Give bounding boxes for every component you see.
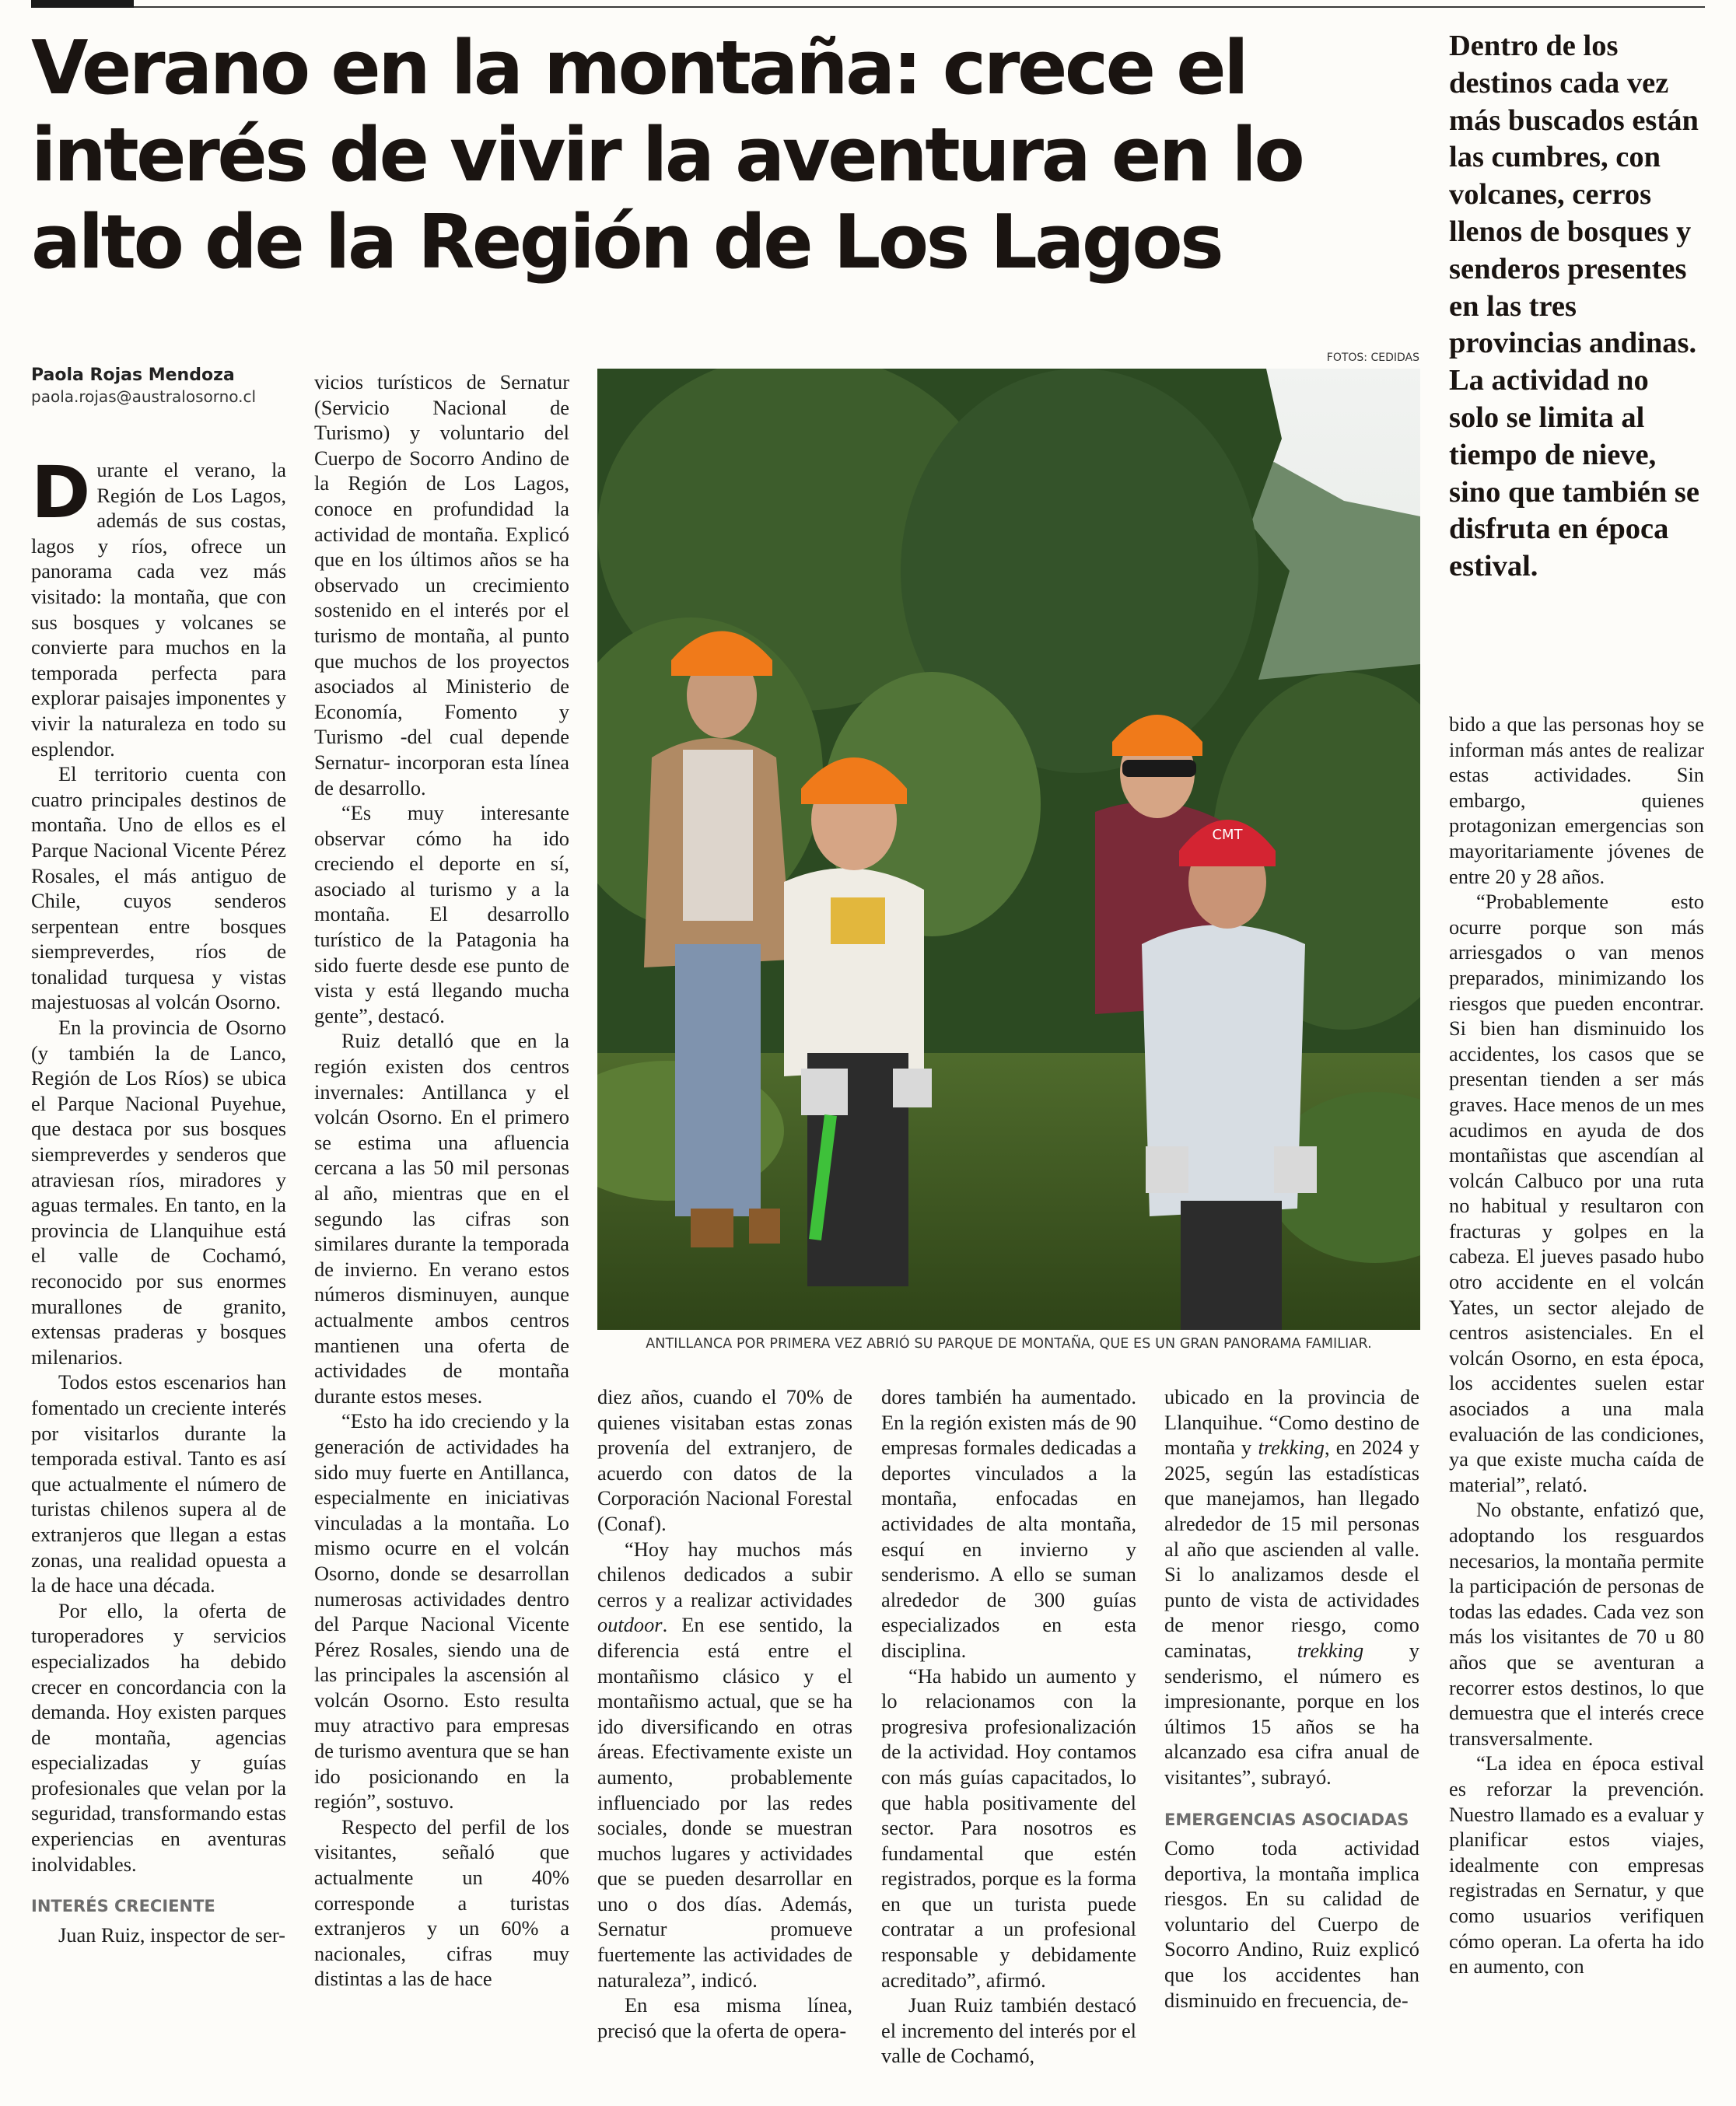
article-photo	[597, 369, 1420, 1330]
article-column-1	[31, 457, 286, 2087]
paragraph: ubicado en la provincia de Llanquihue. “Como destino de montaña y trekking, en 2024 y 2025, según las estadísticas que manejamos, han llegado alrededor de 15 mil personas al año que ascienden al valle. Si lo analizamos desde el punto de vista de actividades de menor riesgo, como caminatas, trekking y senderismo, el número es impresionante, porque en los últimos 15 años se ha alcanzado esa cifra anual de visitantes”, subrayó.	[1164, 1385, 1419, 1789]
byline	[31, 366, 303, 406]
paragraph: En esa misma línea, precisó que la oferta de opera-	[597, 1993, 852, 2042]
paragraph: dores también ha aumentado. En la región existen más de 90 empresas formales dedicadas a deportes vinculados a la montaña, enfocadas en actividades de alta montaña, esquí en invierno y senderismo. A ello se suman alrededor de 300 guías especializados en esta disciplina.	[881, 1385, 1136, 1662]
family-hikers-photo	[597, 369, 1420, 1330]
paragraph: “Probablemente esto ocurre porque son más arriesgados o van menos preparados, minimizando los riesgos que pueden encontrar. Si bien han disminuido los accidentes, los casos que se presentan tienden a ser más graves. Hace menos de un mes acudimos en ayuda de dos montañistas que ascendían al volcán Calbuco por una ruta no habitual y resultaron con fracturas y golpes en la cabeza. El jueves pasado hubo otro accidente en el volcán Yates, un sector alejado de centros asistenciales. En el volcán Osorno, en esta época, los accidentes suelen estar asociados a una mala evaluación de las condiciones, ya que existe mucha caída de material”, relató.	[1449, 890, 1704, 1496]
author-name: Paola Rojas Mendoza	[31, 366, 235, 385]
article-column-4	[881, 1384, 1136, 2088]
paragraph: Por ello, la oferta de turoperadores y servicios especializados ha debido crecer en concordancia con la demanda. Hoy existen parques de montaña, agencias especializadas y guías profesionales que velan por la seguridad, transformando estas experiencias en aventuras inolvidables.	[31, 1598, 286, 1876]
paragraph: Juan Ruiz, inspector de ser-	[58, 1922, 285, 1947]
paragraph: “Hoy hay muchos más chilenos dedicados a subir cerros y a realizar actividades outdoor. En ese sentido, la diferencia está entre el montañismo clásico y el montañismo actual, que se ha ido diversificando en otras áreas. Efectivamente existe un aumento, probablemente influenciado por las redes sociales, donde se muestran muchos lugares y actividades que se pueden desarrollar en uno o dos días. Además, Sernatur promueve fuertemente las actividades de naturaleza”, indicó.	[597, 1537, 852, 1992]
paragraph: “Ha habido un aumento y lo relacionamos con la progresiva profesionalización de la actividad. Hoy contamos con más guías capacitados, lo que habla positivamente del sector. Para nosotros es fundamental que estén registrados, porque es la forma en que un turista puede contratar a un profesional responsable y debidamente acreditado”, afirmó.	[881, 1663, 1136, 1992]
paragraph: vicios turísticos de Sernatur (Servicio Nacional de Turismo) y voluntario del Cuerpo de Socorro Andino de la Región de Los Lagos, conoce en profundidad la actividad de montaña. Explicó que en los últimos años se ha observado un crecimiento sostenido en el interés por el turismo de montaña, al punto que muchos de los proyectos asociados al Ministerio de Economía, Fomento y Turismo -del cual depende Sernatur- incorporan esta línea de desarrollo.	[314, 370, 569, 799]
headline: Verano en la montaña: crece el interés de vivir la aventura en lo alto de la Región de Los Lagos	[31, 26, 1303, 285]
paragraph: bido a que las personas hoy se informan más antes de realizar estas actividades. Sin embargo, quienes protagonizan emergencias son mayoritariamente jóvenes de entre 20 y 28 años.	[1449, 712, 1704, 888]
drop-cap: D	[31, 457, 91, 534]
subhead-interes-creciente: INTERÉS CRECIENTE	[31, 1897, 215, 1916]
article-column-3	[597, 1384, 852, 2088]
photo-caption: ANTILLANCA POR PRIMERA VEZ ABRIÓ SU PARQUE DE MONTAÑA, QUE ES UN GRAN PANORAMA FAMILIAR.	[646, 1336, 1372, 1352]
subhead-emergencias-asociadas: EMERGENCIAS ASOCIADAS	[1164, 1810, 1409, 1829]
paragraph: Respecto del perfil de los visitantes, señaló que actualmente un 40% corresponde a turistas extranjeros y un 60% a nacionales, cifras muy distintas a las de hace	[314, 1814, 569, 1991]
deck-summary: Dentro de los destinos cada vez más buscados están las cumbres, con volcanes, cerros llenos de bosques y senderos presentes en las tres provincias andinas. La actividad no solo se limita al tiempo de nieve, sino que también se disfruta en época estival.	[1449, 30, 1699, 583]
paragraph: Todos estos escenarios han fomentado un creciente interés por visitarlos durante la temporada estival. Tanto es así que actualmente el número de turistas chilenos supera al de extranjeros que llegan a estas zonas, una realidad opuesta a la de hace una década.	[31, 1370, 286, 1597]
paragraph: Como toda actividad deportiva, la montaña implica riesgos. En su calidad de voluntario del Cuerpo de Socorro Andino, Ruiz explicó que los accidentes han disminuido en frecuencia, de-	[1164, 1836, 1419, 2012]
article-column-5	[1164, 1384, 1419, 2088]
paragraph: No obstante, enfatizó que, adoptando los resguardos necesarios, la montaña permite la participación de personas de todas las edades. Cada vez son más los visitantes de 70 u 80 años que se aventuran a recorrer estos destinos, lo que demuestra que el interés crece transversalmente.	[1449, 1498, 1704, 1750]
photo-credit: FOTOS: CEDIDAS	[1326, 352, 1419, 364]
paragraph: El territorio cuenta con cuatro principales destinos de montaña. Uno de ellos es el Parque Nacional Vicente Pérez Rosales, el más antiguo de Chile, cuyos senderos serpentean entre bosques siempreverdes, ríos de tonalidad turquesa y vistas majestuosas al volcán Osorno.	[31, 762, 286, 1014]
article-column-2	[314, 369, 569, 2088]
paragraph: diez años, cuando el 70% de quienes visitaban estas zonas provenía del extranjero, de acuerdo con datos de la Corporación Nacional Forestal (Conaf).	[597, 1385, 852, 1535]
top-rule	[31, 6, 1705, 8]
author-email[interactable]: paola.rojas@australosorno.cl	[31, 387, 257, 406]
paragraph: Juan Ruiz también destacó el incremento del interés por el valle de Cochamó,	[881, 1993, 1136, 2068]
section-tab	[31, 0, 134, 8]
paragraph: “La idea en época estival es reforzar la prevención. Nuestro llamado es a evaluar y planificar estos viajes, idealmente con empresas registradas en Sernatur, y que como usuarios verifiquen cómo operan. La oferta ha ido en aumento, con	[1449, 1751, 1704, 1978]
paragraph: Durante el verano, la Región de Los Lagos, además de sus costas, lagos y ríos, ofrece un panorama cada vez más visitado: la montaña, que con sus bosques y volcanes se convierte para muchos en la temporada perfecta para explorar paisajes imponentes y vivir la naturaleza en todo su esplendor.	[31, 457, 286, 761]
paragraph: “Es muy interesante observar cómo ha ido creciendo el deporte en sí, asociado al turismo y a la montaña. El desarrollo turístico de la Patagonia ha sido fuerte desde ese punto de vista y está llegando mucha gente”, destacó.	[314, 801, 569, 1027]
paragraph: En la provincia de Osorno (y también la de Lanco, Región de Los Ríos) se ubica el Parque Nacional Puyehue, que destaca por sus bosques siempreverdes y senderos que atraviesan ríos, miradores y aguas termales. En tanto, en la provincia de Llanquihue está el valle de Cochamó, reconocido por sus enormes murallones de granito, extensas praderas y bosques milenarios.	[31, 1016, 286, 1369]
paragraph: Ruiz detalló que en la región existen dos centros invernales: Antillanca y el volcán Osorno. En el primero se estima una afluencia cercana a las 50 mil personas al año, mientras que en el segundo las cifras son similares durante la temporada de invierno. En verano estos números disminuyen, aunque actualmente ambos centros mantienen una oferta de actividades de montaña durante estos meses.	[314, 1029, 569, 1408]
helmet-text: CMT	[1212, 827, 1243, 843]
paragraph: “Esto ha ido creciendo y la generación de actividades ha sido muy fuerte en Antillanca, especialmente en iniciativas vinculadas a la montaña. Lo mismo ocurre en el volcán Osorno, donde se desarrollan numerosas actividades dentro del Parque Nacional Vicente Pérez Rosales, siendo una de las principales la ascensión al volcán Osorno. Esto resulta muy atractivo para empresas de turismo aventura que se han ido posicionando en la región”, sostuvo.	[314, 1409, 569, 1814]
article-column-6	[1449, 712, 1704, 2088]
